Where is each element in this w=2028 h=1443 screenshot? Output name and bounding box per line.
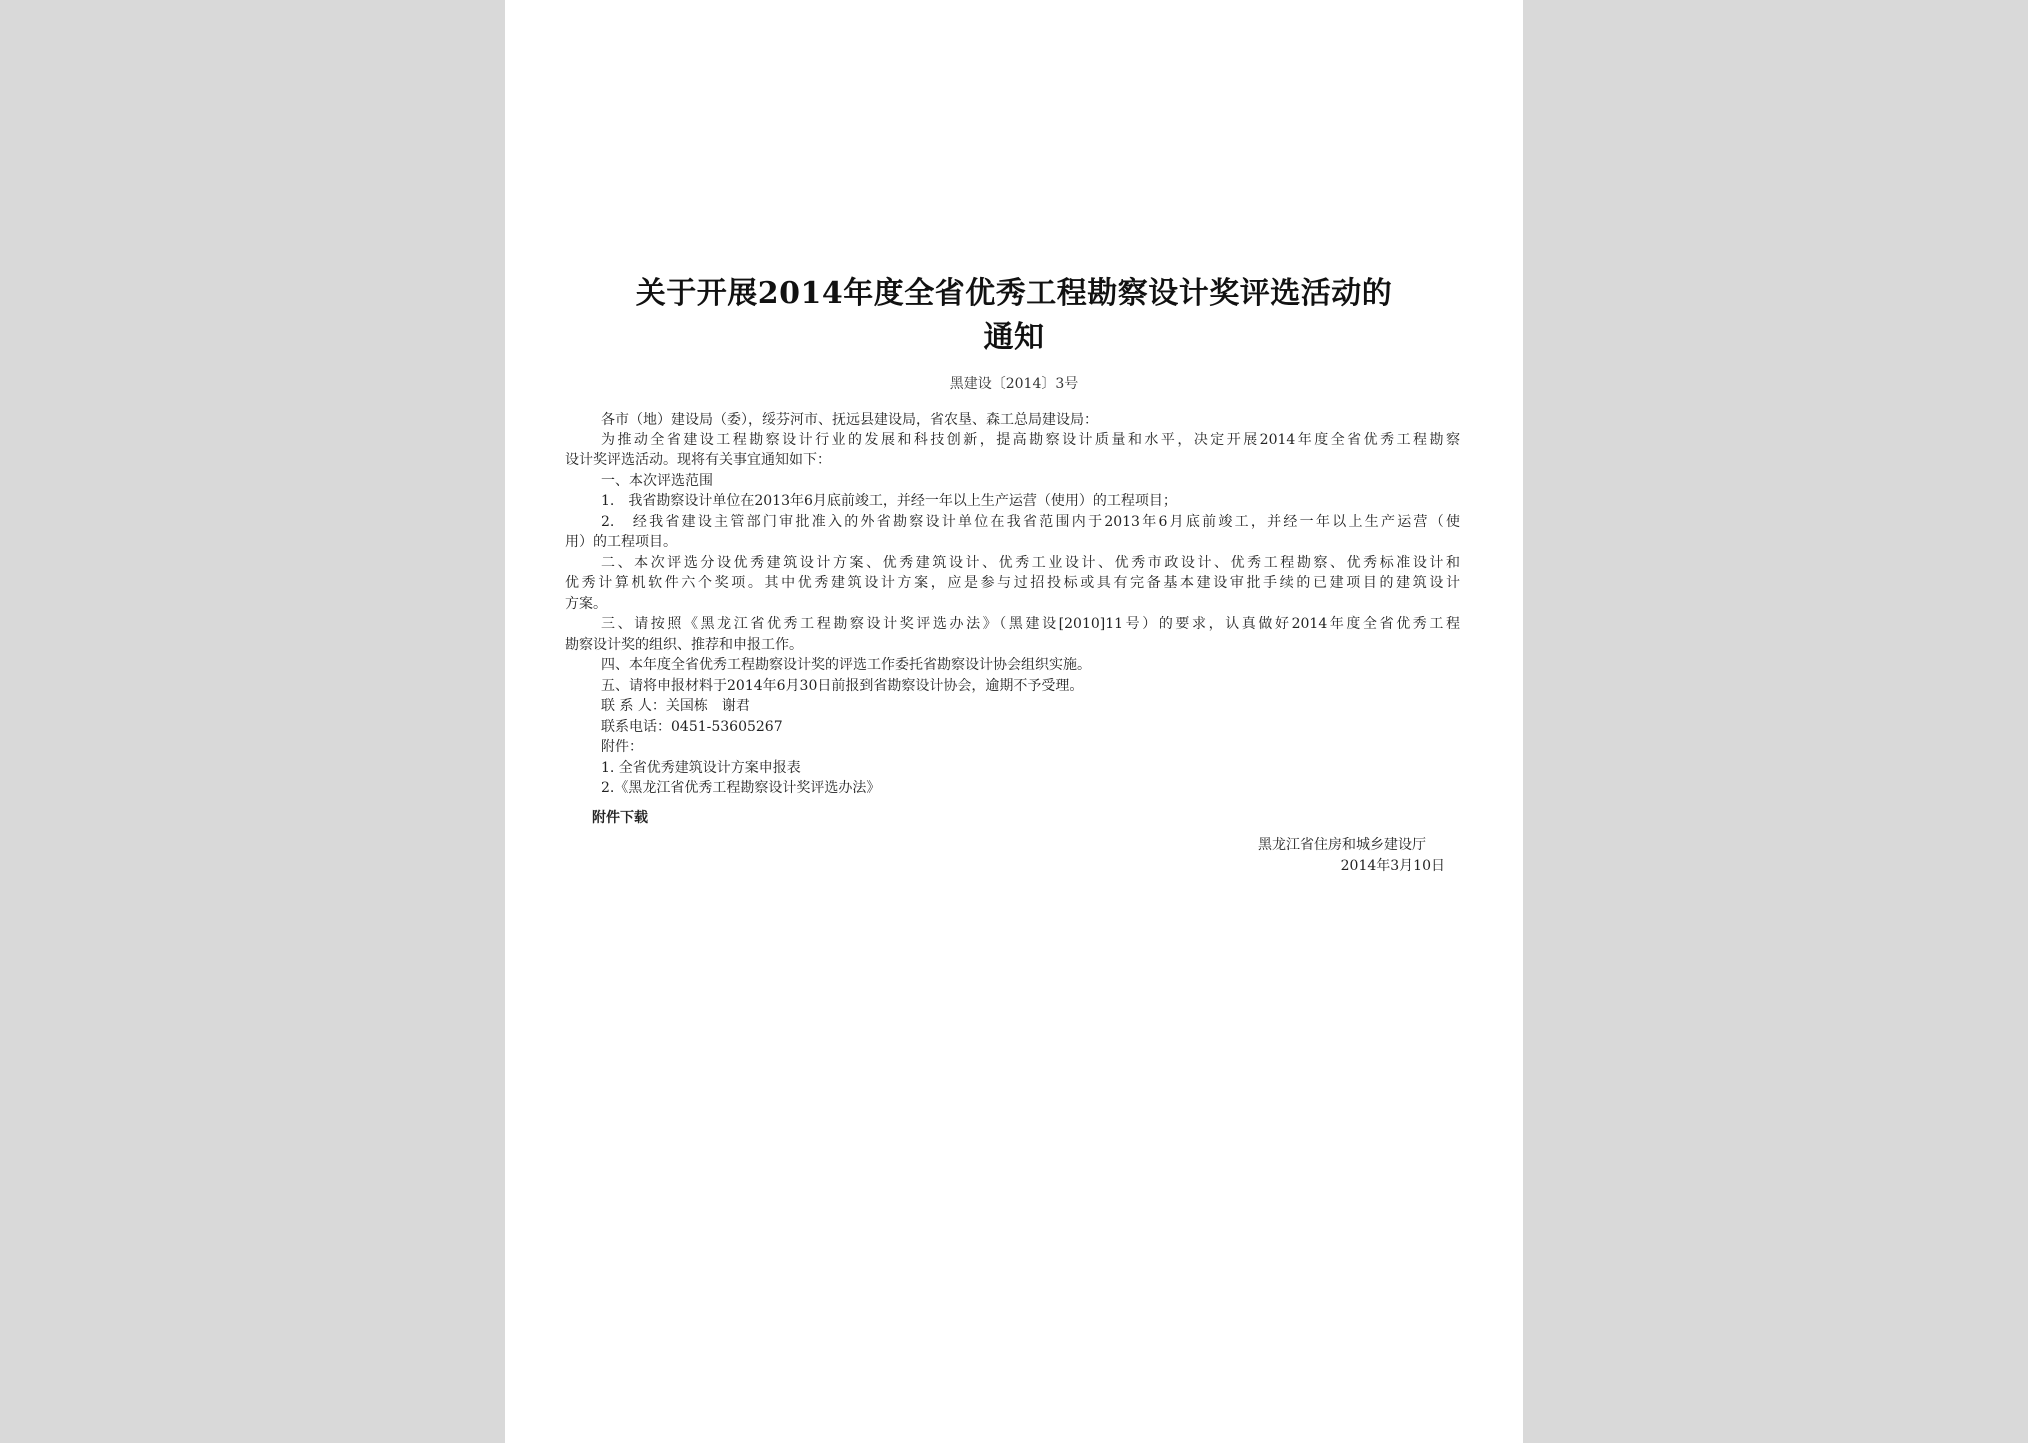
section-heading: 一、本次评选范围 — [601, 473, 713, 489]
attachment-item: 1. 全省优秀建筑设计方案申报表 — [601, 760, 801, 776]
document-number: 黑建设〔2014〕3号 — [949, 376, 1079, 392]
signature-organization: 黑龙江省住房和城乡建设厅 — [1258, 837, 1426, 853]
body-line: 优秀计算机软件六个奖项。其中优秀建筑设计方案，应是参与过招投标或具有完备基本建设审批手续的已建项目的建筑设计 — [565, 575, 1460, 591]
section-paragraph: 四、本年度全省优秀工程勘察设计奖的评选工作委托省勘察设计协会组织实施。 — [601, 657, 1091, 673]
list-item: 1. 我省勘察设计单位在2013年6月底前竣工，并经一年以上生产运营（使用）的工程项目； — [601, 493, 1177, 509]
document-title-line-1: 关于开展2014年度全省优秀工程勘察设计奖评选活动的 — [635, 276, 1393, 311]
contact-person: 联 系 人：关国栋 谢君 — [601, 698, 750, 714]
attachment-download-link[interactable]: 附件下载 — [592, 810, 648, 826]
salutation-line: 各市（地）建设局（委），绥芬河市、抚远县建设局，省农垦、森工总局建设局： — [601, 412, 1098, 428]
body-line: 方案。 — [565, 596, 607, 612]
document-title-line-2: 通知 — [983, 320, 1045, 355]
section-paragraph: 二、本次评选分设优秀建筑设计方案、优秀建筑设计、优秀工业设计、优秀市政设计、优秀工程勘察、优秀标准设计和 — [601, 555, 1460, 571]
list-item: 2. 经我省建设主管部门审批准入的外省勘察设计单位在我省范围内于2013年6月底前竣工，并经一年以上生产运营（使 — [601, 514, 1460, 530]
section-paragraph: 五、请将申报材料于2014年6月30日前报到省勘察设计协会，逾期不予受理。 — [601, 678, 1084, 694]
document-page — [505, 0, 1523, 1443]
section-paragraph: 三、请按照《黑龙江省优秀工程勘察设计奖评选办法》（黑建设[2010]11号）的要求，认真做好2014年度全省优秀工程 — [601, 616, 1460, 632]
body-line: 勘察设计奖的组织、推荐和申报工作。 — [565, 637, 803, 653]
contact-phone: 联系电话：0451-53605267 — [601, 719, 783, 735]
attachments-label: 附件： — [601, 739, 643, 755]
body-line: 设计奖评选活动。现将有关事宜通知如下： — [565, 452, 831, 468]
signature-date: 2014年3月10日 — [1340, 858, 1445, 874]
body-line: 为推动全省建设工程勘察设计行业的发展和科技创新，提高勘察设计质量和水平，决定开展2014年度全省优秀工程勘察 — [601, 432, 1460, 448]
body-line: 用）的工程项目。 — [565, 534, 677, 550]
attachment-item: 2.《黑龙江省优秀工程勘察设计奖评选办法》 — [601, 780, 881, 796]
